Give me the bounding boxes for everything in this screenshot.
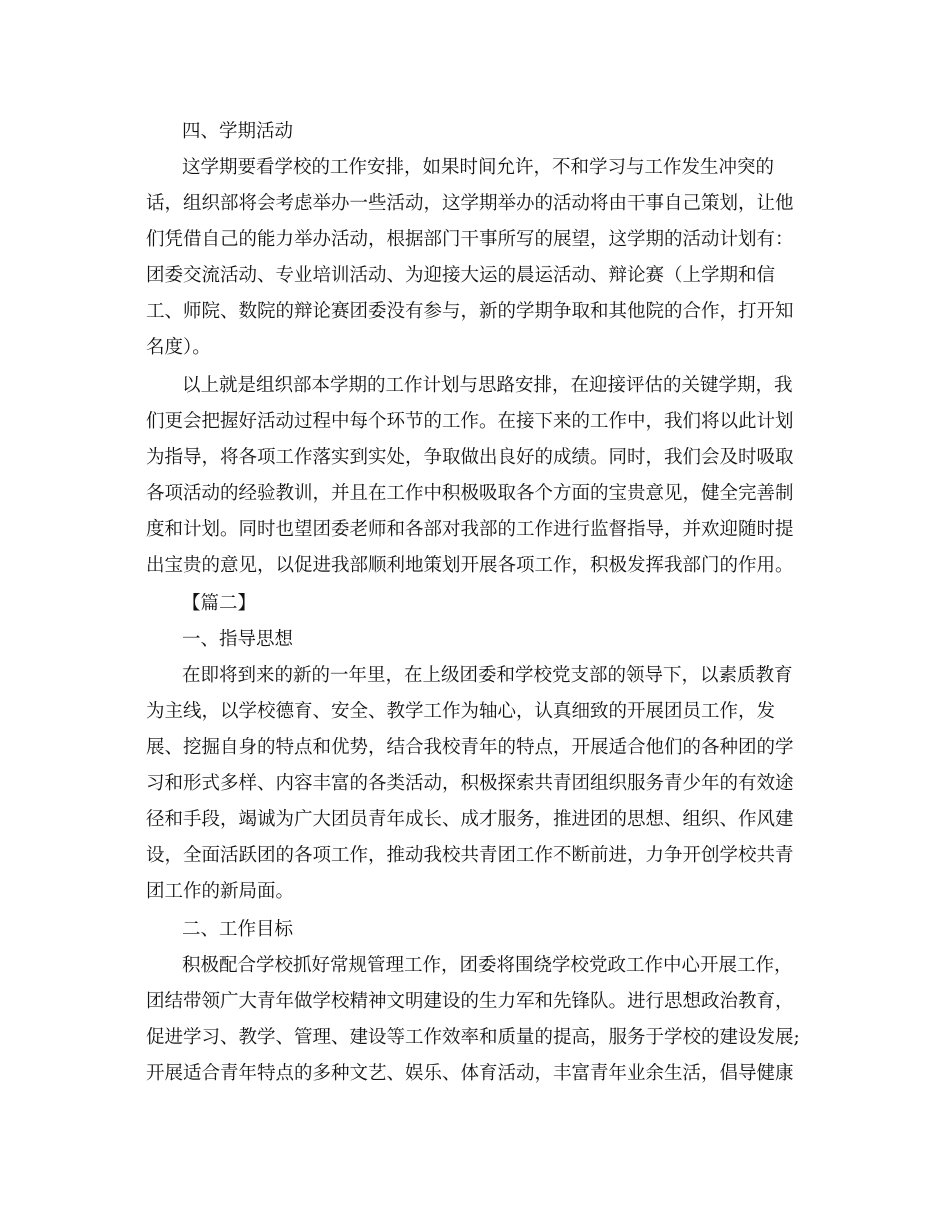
heading-semester-activities: 四、学期活动 — [182, 121, 294, 142]
text-line: 名度）。 — [146, 337, 211, 358]
text-line: 工、师院、数院的辩论赛团委没有参与，新的学期争取和其他院的合作，打开知 — [146, 301, 794, 322]
text-line: 为指导，将各项工作落实到实处，争取做出良好的成绩。同时，我们会及时吸取 — [146, 447, 794, 468]
text-line: 习和形式多样、内容丰富的各类活动，积极探索共青团组织服务青少年的有效途 — [146, 773, 794, 794]
text-line: 话，组织部将会考虑举办一些活动，这学期举办的活动将由干事自己策划，让他 — [146, 193, 794, 214]
text-line: 团工作的新局面。 — [146, 881, 295, 902]
text-line: 为主线，以学校德育、安全、教学工作为轴心，认真细致的开展团员工作，发 — [146, 701, 776, 722]
text-line: 在即将到来的新的一年里，在上级团委和学校党支部的领导下，以素质教育 — [182, 665, 793, 686]
text-line: 开展适合青年特点的多种文艺、娱乐、体育活动，丰富青年业余生活，倡导健康 — [146, 1063, 794, 1084]
text-line: 度和计划。同时也望团委老师和各部对我部的工作进行监督指导，并欢迎随时提 — [146, 519, 794, 540]
heading-work-goals: 二、工作目标 — [182, 919, 294, 940]
text-line: 各项活动的经验教训，并且在工作中积极吸取各个方面的宝贵意见，健全完善制 — [146, 483, 794, 504]
section-title-part-two: 【篇二】 — [182, 593, 257, 614]
text-line: 促进学习、教学、管理、建设等工作效率和质量的提高，服务于学校的建设发展; — [146, 1027, 800, 1048]
text-line: 出宝贵的意见，以促进我部顺利地策划开展各项工作，积极发挥我部门的作用。 — [146, 555, 794, 576]
text-line: 团结带领广大青年做学校精神文明建设的生力军和先锋队。进行思想政治教育， — [146, 991, 794, 1012]
text-line: 以上就是组织部本学期的工作计划与思路安排，在迎接评估的关键学期，我 — [182, 375, 793, 396]
text-line: 设，全面活跃团的各项工作，推动我校共青团工作不断前进，力争开创学校共青 — [146, 845, 794, 866]
text-line: 积极配合学校抓好常规管理工作，团委将围绕学校党政工作中心开展工作， — [182, 955, 793, 976]
text-line: 们更会把握好活动过程中每个环节的工作。在接下来的工作中，我们将以此计划 — [146, 411, 794, 432]
heading-guiding-ideology: 一、指导思想 — [182, 629, 294, 650]
text-line: 们凭借自己的能力举办活动，根据部门干事所写的展望，这学期的活动计划有： — [146, 229, 794, 250]
text-line: 展、挖掘自身的特点和优势，结合我校青年的特点，开展适合他们的各种团的学 — [146, 737, 794, 758]
text-line: 这学期要看学校的工作安排，如果时间允许，不和学习与工作发生冲突的 — [182, 157, 775, 178]
text-line: 团委交流活动、专业培训活动、为迎接大运的晨运活动、辩论赛（上学期和信 — [146, 265, 776, 286]
text-line: 径和手段，竭诚为广大团员青年成长、成才服务，推进团的思想、组织、作风建 — [146, 809, 794, 830]
